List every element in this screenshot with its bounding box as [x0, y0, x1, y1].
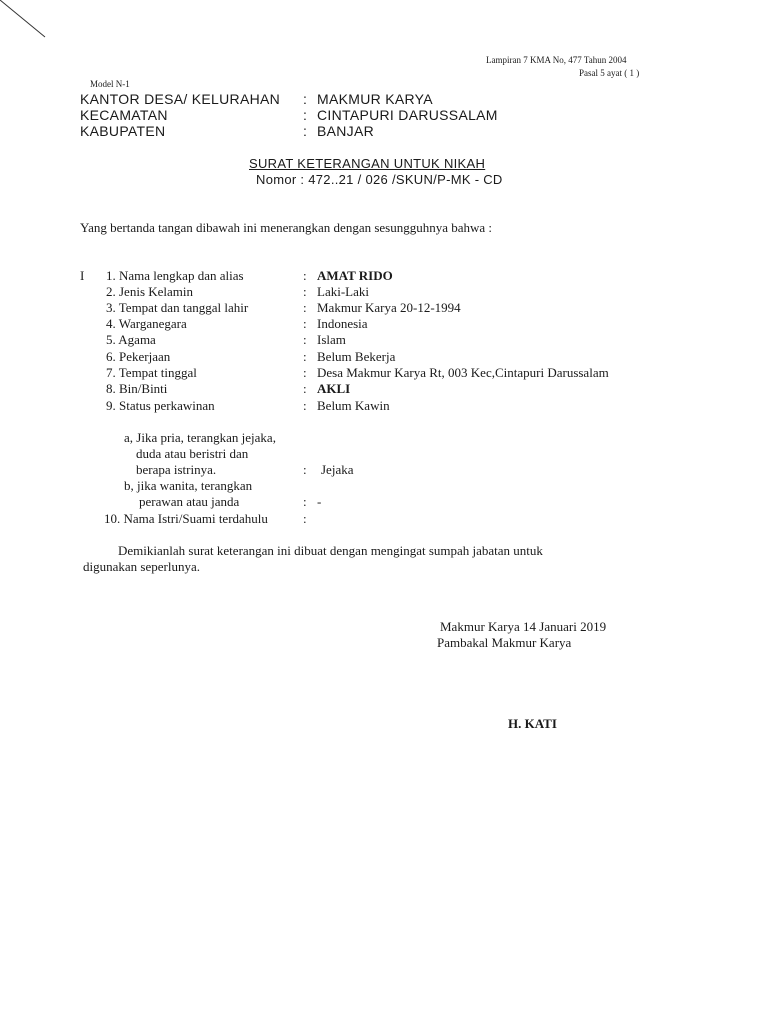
closing-line2: digunakan seperlunya. [83, 559, 200, 574]
office-label-kecamatan: KECAMATAN [80, 107, 168, 123]
field-sep: : [303, 284, 307, 299]
field-sep: : [303, 332, 307, 347]
field-value-pekerjaan: Belum Bekerja [317, 349, 396, 364]
field-sep: : [303, 316, 307, 331]
header-ref-line2: Pasal 5 ayat ( 1 ) [579, 68, 640, 78]
field-sep: : [303, 365, 307, 380]
field-value-ttl: Makmur Karya 20-12-1994 [317, 300, 461, 315]
status-a-line2: duda atau beristri dan [136, 446, 249, 461]
status-a-line1: a, Jika pria, terangkan jejaka, [124, 430, 276, 445]
field-sep: : [303, 300, 307, 315]
field-value-status: Belum Kawin [317, 398, 390, 413]
office-value-kecamatan: CINTAPURI DARUSSALAM [317, 107, 498, 123]
field-value-bin-binti: AKLI [317, 381, 351, 396]
field-label-warganegara: 4. Warganegara [106, 316, 187, 331]
office-sep-kabupaten: : [303, 123, 308, 139]
field-sep: : [303, 511, 307, 526]
field-sep: : [303, 349, 307, 364]
office-label-desa: KANTOR DESA/ KELURAHAN [80, 91, 281, 107]
field-label-bin-binti: 8. Bin/Binti [106, 381, 168, 396]
field-label-ttl: 3. Tempat dan tanggal lahir [106, 300, 249, 315]
field-label-status: 9. Status perkawinan [106, 398, 215, 413]
status-a-line3: berapa istrinya. [136, 462, 217, 477]
status-b-sep: : [303, 494, 307, 509]
intro-text: Yang bertanda tangan dibawah ini menerangkan dengan sesungguhnya bahwa : [80, 220, 493, 235]
field-sep: : [303, 268, 307, 283]
office-value-desa: MAKMUR KARYA [317, 91, 433, 107]
status-b-line1: b, jika wanita, terangkan [124, 478, 253, 493]
closing-line1: Demikianlah surat keterangan ini dibuat dengan mengingat sumpah jabatan untuk [118, 543, 543, 558]
field-value-warganegara: Indonesia [317, 316, 368, 331]
header-ref-line1: Lampiran 7 KMA No, 477 Tahun 2004 [486, 55, 627, 65]
field-sep: : [303, 398, 307, 413]
signature-name: H. KATI [508, 716, 557, 731]
status-b-value: - [317, 494, 322, 509]
field-label-nama: 1. Nama lengkap dan alias [106, 268, 244, 283]
corner-line [0, 0, 50, 40]
signature-position: Pambakal Makmur Karya [437, 635, 572, 650]
field-label-istri-suami: 10. Nama Istri/Suami terdahulu [104, 511, 268, 526]
office-value-kabupaten: BANJAR [317, 123, 375, 139]
status-a-value: Jejaka [321, 462, 354, 477]
status-b-line2: perawan atau janda [139, 494, 240, 509]
field-label-agama: 5. Agama [106, 332, 156, 347]
document-title: SURAT KETERANGAN UNTUK NIKAH [249, 156, 486, 171]
field-label-jenis-kelamin: 2. Jenis Kelamin [106, 284, 194, 299]
signature-place-date: Makmur Karya 14 Januari 2019 [440, 619, 607, 634]
office-sep-kecamatan: : [303, 107, 308, 123]
model-label: Model N-1 [90, 79, 130, 89]
field-label-tempat-tinggal: 7. Tempat tinggal [106, 365, 197, 380]
field-label-pekerjaan: 6. Pekerjaan [106, 349, 171, 364]
status-a-sep: : [303, 462, 307, 477]
office-sep-desa: : [303, 91, 308, 107]
field-value-agama: Islam [317, 332, 346, 347]
field-value-jenis-kelamin: Laki-Laki [317, 284, 369, 299]
office-label-kabupaten: KABUPATEN [80, 123, 166, 139]
document-number: Nomor : 472..21 / 026 /SKUN/P-MK - CD [256, 172, 503, 187]
field-sep: : [303, 381, 307, 396]
field-value-tempat-tinggal: Desa Makmur Karya Rt, 003 Kec,Cintapuri Darussalam [317, 365, 609, 380]
section-roman: I [80, 268, 85, 283]
field-value-nama: AMAT RIDO [317, 268, 393, 283]
